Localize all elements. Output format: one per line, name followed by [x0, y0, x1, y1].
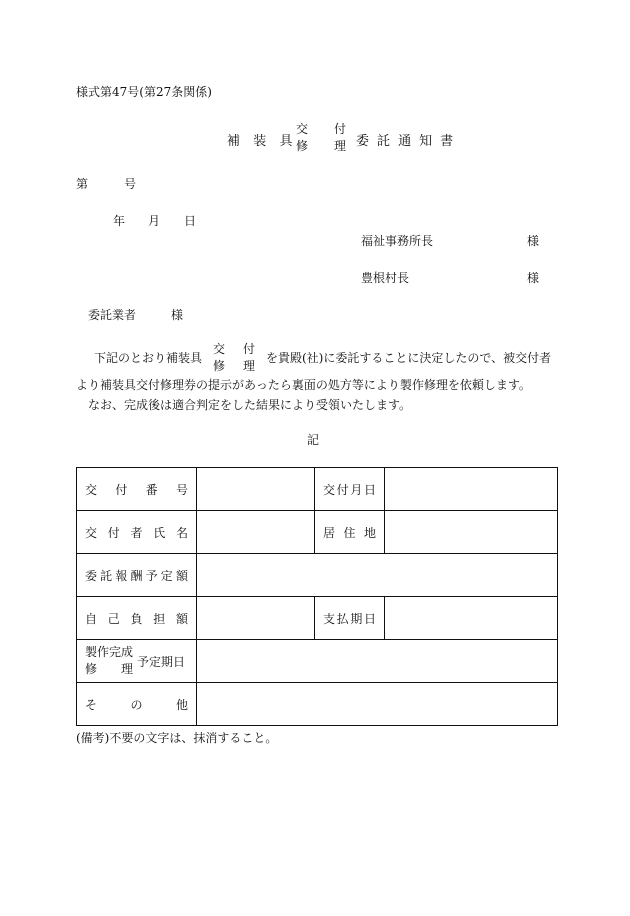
body-line2: より補装具交付修理券の提示があったら裏面の処方等により製作修理を依頼します。	[76, 378, 531, 392]
body-alt-col-2	[243, 341, 255, 375]
recipient-1-sama: 様	[527, 234, 540, 248]
value-issue-number[interactable]	[197, 468, 315, 511]
ki-heading: 記	[307, 433, 320, 447]
date-year: 年	[113, 214, 126, 228]
value-issue-date[interactable]	[385, 468, 558, 511]
table-row-recipient-name	[77, 511, 558, 554]
label-issue-number: 交 付 番 号	[77, 468, 197, 511]
contractor-sama: 様	[171, 308, 184, 322]
label-recipient-name: 交 付 者 氏 名	[77, 511, 197, 554]
title-alt-top-1: 交	[296, 122, 309, 136]
value-other[interactable]	[197, 683, 558, 726]
label-completion-date: 製作完成 修 理 予定期日	[77, 640, 197, 683]
recipient-2-name: 豊根村長	[361, 271, 410, 285]
label-self-payment: 自 己 負 担 額	[77, 597, 197, 640]
value-residence[interactable]	[385, 511, 558, 554]
date-month: 月	[148, 214, 161, 228]
body-alt-bottom-1: 修	[213, 359, 226, 373]
body-line3: なお、完成後は適合判定をした結果により受領いたします。	[88, 398, 412, 412]
title-alt-top-2: 付	[334, 122, 347, 136]
body-line1-pre: 下記のとおり補装具	[94, 351, 203, 365]
value-self-payment[interactable]	[197, 597, 315, 640]
body-line1-post: を貴殿(社)に委託することに決定したので、被交付者	[266, 351, 552, 365]
value-payment-date[interactable]	[385, 597, 558, 640]
label-payment-date: 支 払 期 日	[315, 597, 385, 640]
doc-number-dai: 第	[76, 177, 89, 191]
title-alt-bottom-2: 理	[334, 139, 347, 153]
title-alt-bottom-1: 修	[296, 139, 309, 153]
value-commission-fee[interactable]	[197, 554, 558, 597]
label-residence: 居 住 地	[315, 511, 385, 554]
remarks-note: (備考)不要の文字は、抹消すること。	[76, 731, 278, 745]
label-issue-date: 交 付 月 日	[315, 468, 385, 511]
title-suffix: 委 託 通 知 書	[356, 134, 456, 149]
table-row-other	[77, 683, 558, 726]
form-number: 様式第47号(第27条関係)	[76, 85, 212, 99]
body-alt-col-1	[213, 341, 225, 375]
label-other: そ の 他	[77, 683, 197, 726]
table-row-commission-fee	[77, 554, 558, 597]
value-completion-date[interactable]	[197, 640, 558, 683]
recipient-2-sama: 様	[527, 271, 540, 285]
title-alt-col-2	[334, 121, 346, 155]
contractor-label: 委託業者	[88, 308, 137, 322]
date-day: 日	[184, 214, 197, 228]
table-row-self-payment	[77, 597, 558, 640]
title-prefix: 補 装 具	[227, 134, 298, 149]
title-alt-col-1	[296, 121, 308, 155]
body-alt-bottom-2: 理	[243, 359, 256, 373]
label-commission-fee: 委 託 報 酬 予 定 額	[77, 554, 197, 597]
value-recipient-name[interactable]	[197, 511, 315, 554]
body-alt-top-1: 交	[213, 342, 226, 356]
table-row-issue-number	[77, 468, 558, 511]
doc-number-go: 号	[124, 177, 137, 191]
table-row-completion-date	[77, 640, 558, 683]
details-table	[76, 467, 558, 726]
body-alt-top-2: 付	[243, 342, 256, 356]
recipient-1-name: 福祉事務所長	[361, 234, 434, 248]
